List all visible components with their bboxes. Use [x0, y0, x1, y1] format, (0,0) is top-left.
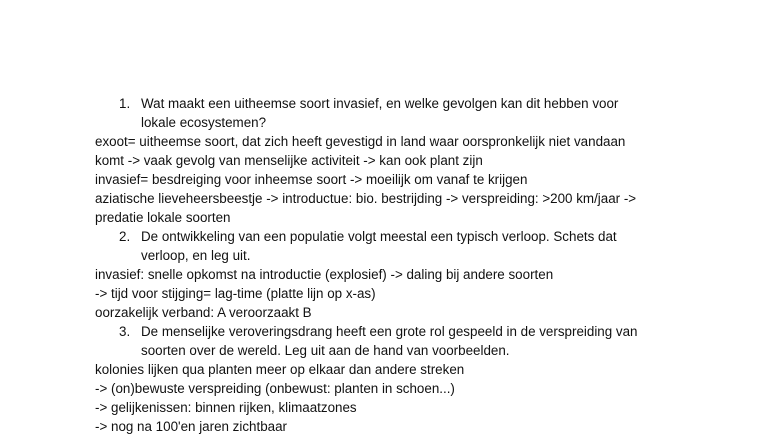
- answer-line: -> (on)bewuste verspreiding (onbewust: planten in schoen...): [95, 381, 455, 396]
- answer-line: predatie lokale soorten: [95, 210, 231, 225]
- question-2-continuation: verloop, en leg uit.: [141, 248, 251, 263]
- answer-line: invasief= besdreiging voor inheemse soort -> moeilijk om vanaf te krijgen: [95, 172, 528, 187]
- question-number: 1.: [119, 96, 131, 111]
- answer-line: oorzakelijk verband: A veroorzaakt B: [95, 305, 312, 320]
- question-number: 2.: [119, 229, 131, 244]
- question-text: De ontwikkeling van een populatie volgt meestal een typisch verloop. Schets dat: [141, 229, 617, 244]
- question-1: [95, 94, 775, 113]
- answer-line: -> gelijkenissen: binnen rijken, klimaatzones: [95, 400, 357, 415]
- answer-line: -> tijd voor stijging= lag-time (platte lijn op x-as): [95, 286, 376, 301]
- answer-line: aziatische lieveheersbeestje -> introductue: bio. bestrijding -> verspreiding: >200 km/jaar ->: [95, 191, 637, 206]
- question-text: De menselijke veroveringsdrang heeft een grote rol gespeeld in de verspreiding van: [141, 324, 638, 339]
- question-1-continuation: lokale ecosystemen?: [141, 115, 267, 130]
- answer-line: exoot= uitheemse soort, dat zich heeft gevestigd in land waar oorspronkelijk niet vandaan: [95, 134, 626, 149]
- question-number: 3.: [119, 324, 131, 339]
- answer-line: kolonies lijken qua planten meer op elkaar dan andere streken: [95, 362, 465, 377]
- answer-line: komt -> vaak gevolg van menselijke activiteit -> kan ook plant zijn: [95, 153, 483, 168]
- answer-line: invasief: snelle opkomst na introductie (explosief) -> daling bij andere soorten: [95, 267, 554, 282]
- question-3: [95, 322, 775, 341]
- document-body: [95, 94, 775, 436]
- question-2: [95, 227, 775, 246]
- answer-line: -> nog na 100'en jaren zichtbaar: [95, 419, 288, 434]
- question-text: Wat maakt een uitheemse soort invasief, en welke gevolgen kan dit hebben voor: [141, 96, 619, 111]
- question-3-continuation: soorten over de wereld. Leg uit aan de hand van voorbeelden.: [141, 343, 510, 358]
